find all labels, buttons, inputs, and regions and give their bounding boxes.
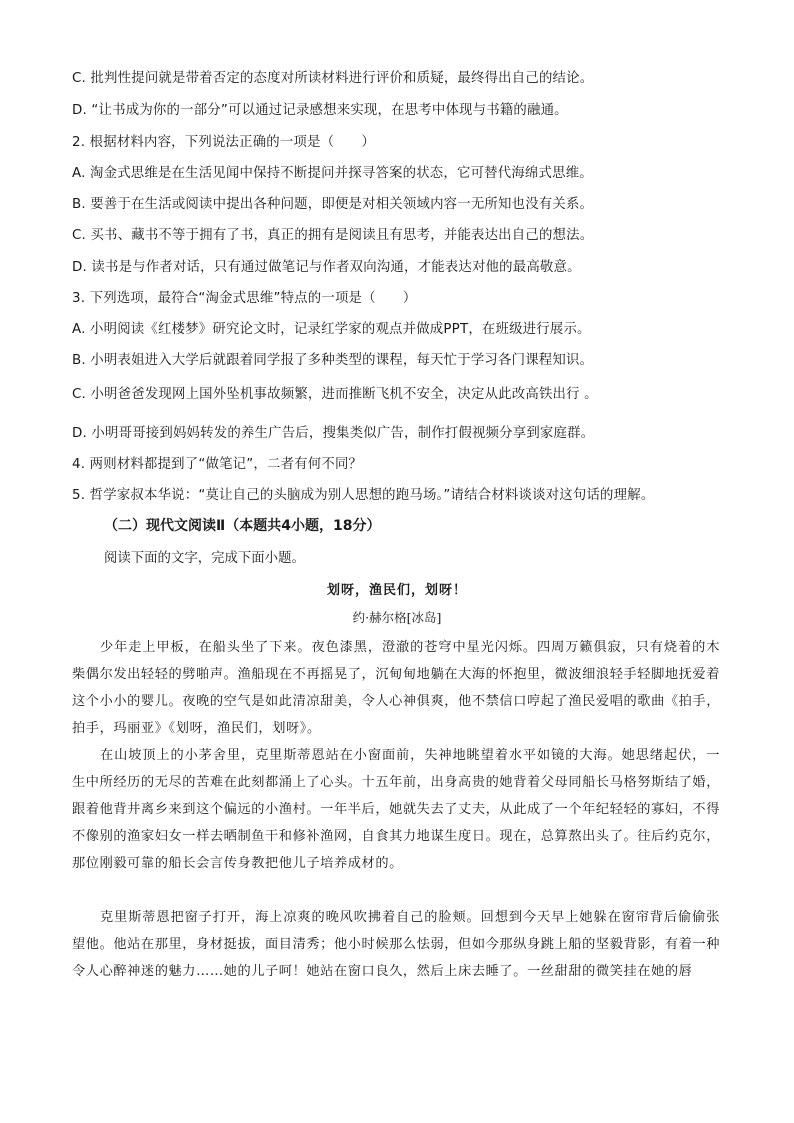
story-paragraph-3: 克里斯蒂恩把窗子打开，海上凉爽的晚风吹拂着自己的脸颊。回想到今天早上她躲在窗帘背后偷偷张望他。他站在那里，身材挺拔，面目清秀；他小时候那么怯弱，但如今那纵身跳上船的坚毅背影，有着一种令人心醉神迷的魅力……她的儿子呵！她站在窗口良久，然后上床去睡了。一丝甜甜的微笑挂在她的唇 xyxy=(72,910,721,979)
q3-option-b: B. 小明表姐进入大学后就跟着同学报了多种类型的课程，每天忙于学习各门课程知识。 xyxy=(72,353,594,368)
q3-option-c: C. 小明爸爸发现网上国外坠机事故频繁，进而推断飞机不安全，决定从此改高铁出行 。 xyxy=(72,387,598,402)
story-paragraph-1: 少年走上甲板，在船头坐了下来。夜色漆黑，澄澈的苍穹中星光闪烁。四周万籁俱寂，只有烧着的木柴偶尔发出轻轻的劈啪声。渔船现在不再摇晃了，沉甸甸地躺在大海的怀抱里，微波细浪轻手轻脚地抚爱着这个小小的婴儿。夜晚的空气是如此清凉甜美，令人心神俱爽，他不禁信口哼起了渔民爱唱的歌曲《拍手，拍手，玛丽亚》《划呀，渔民们，划呀》。 xyxy=(72,640,721,736)
q2-option-b: B. 要善于在生活或阅读中提出各种问题，即便是对相关领域内容一无所知也没有关系。 xyxy=(72,197,594,212)
section-instruction: 阅读下面的文字，完成下面小题。 xyxy=(104,551,305,566)
q3-option-d: D. 小明哥哥接到妈妈转发的养生广告后，搜集类似广告，制作打假视频分享到家庭群。 xyxy=(72,426,595,441)
q1-option-c: C. 批判性提问就是带着否定的态度对所读材料进行评价和质疑，最终得出自己的结论。 xyxy=(72,71,594,86)
q3-stem: 3. 下列选项，最符合“淘金式思维”特点的一项是（ ） xyxy=(72,291,417,306)
q1-option-d: D. “让书成为你的一部分”可以通过记录感想来实现，在思考中体现与书籍的融通。 xyxy=(72,103,568,118)
story-author: 约·赫尔格[冰岛] xyxy=(352,610,442,625)
q2-stem: 2. 根据材料内容，下列说法正确的一项是（ ） xyxy=(72,135,376,150)
q2-option-a: A. 淘金式思维是在生活见闻中保持不断提问并探寻答案的状态，它可替代海绵式思维。 xyxy=(72,166,593,181)
q3-option-a: A. 小明阅读《红楼梦》研究论文时，记录红学家的观点并做成PPT，在班级进行展示。 xyxy=(72,322,591,337)
q5: 5. 哲学家叔本华说：“莫让自己的头脑成为别人思想的跑马场。”请结合材料谈谈对这句话的理解。 xyxy=(72,488,655,503)
q2-option-d: D. 读书是与作者对话，只有通过做笔记与作者双向沟通，才能表达对他的最高敬意。 xyxy=(72,260,581,275)
q2-option-c: C. 买书、藏书不等于拥有了书，真正的拥有是阅读且有思考，并能表达出自己的想法。 xyxy=(72,228,594,243)
section-heading: （二）现代文阅读Ⅱ（本题共4小题，18分） xyxy=(104,518,381,534)
story-paragraph-2: 在山坡顶上的小茅舍里，克里斯蒂恩站在小窗面前，失神地眺望着水平如镜的大海。她思绪起伏，一生中所经历的无尽的苦难在此刻都涌上了心头。十五年前，出身高贵的她背着父母同船长马格努斯结了婚，跟着他背井离乡来到这个偏远的小渔村。一年半后，她就失去了丈夫，从此成了一个年纪轻轻的寡妇，不得不像别的渔家妇女一样去晒制鱼干和修补渔网，自食其力地谋生度日。现在，总算熬出头了。往后约克尔，那位刚毅可靠的船长会言传身教把他儿子培养成材的。 xyxy=(72,748,721,871)
story-title: 划呀，渔民们，划呀！ xyxy=(326,583,467,598)
q4: 4. 两则材料都提到了“做笔记”，二者有何不同？ xyxy=(72,457,363,472)
